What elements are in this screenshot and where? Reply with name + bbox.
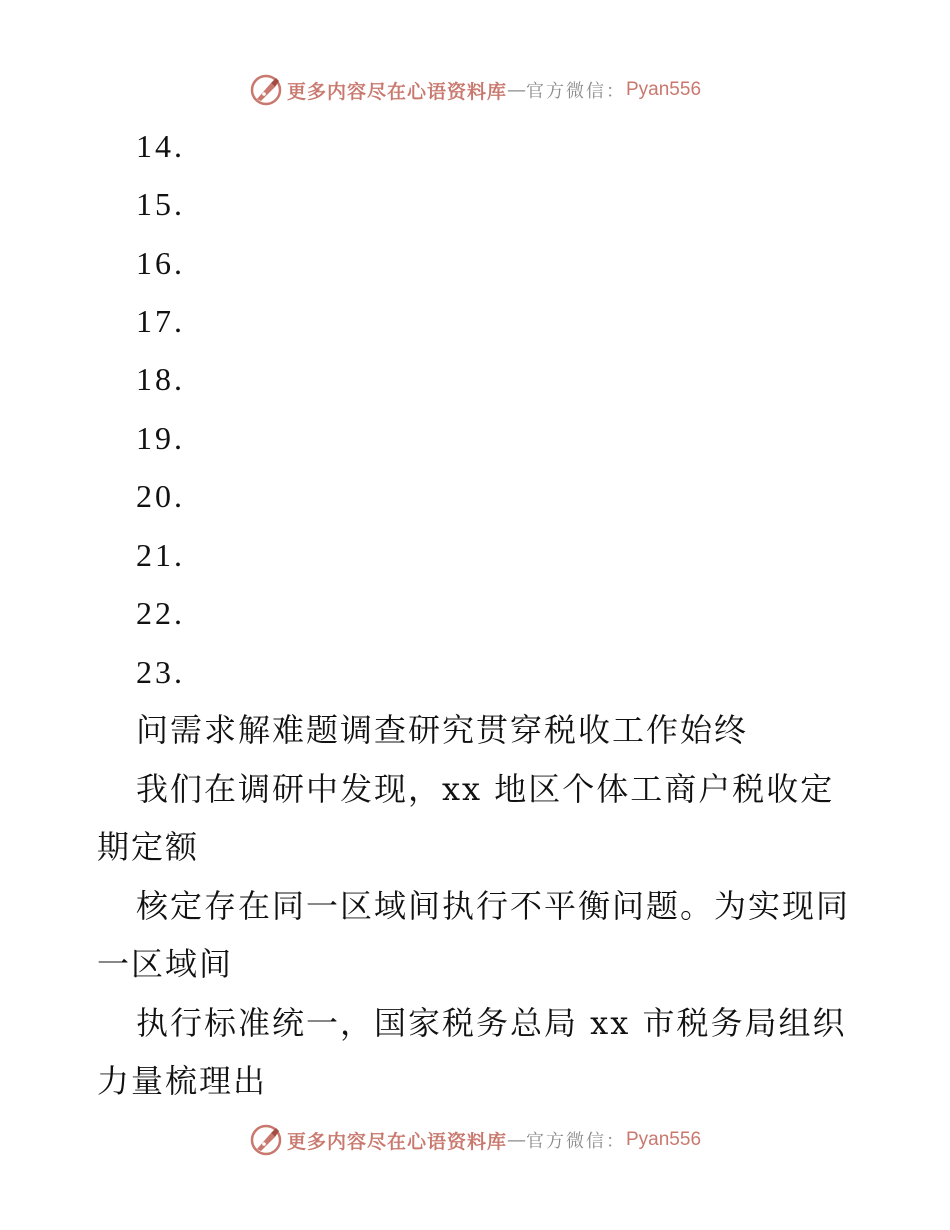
numbered-item: 16. <box>136 245 185 281</box>
banner-separator: — <box>507 79 526 101</box>
pen-logo-icon <box>249 73 283 107</box>
footer-banner <box>0 1120 950 1160</box>
numbered-item: 23. <box>136 654 185 690</box>
banner-separator: — <box>507 1129 526 1151</box>
numbered-item: 19. <box>136 420 185 456</box>
paragraph-line: 期定额 <box>97 828 200 866</box>
banner-wechat-id: Pyan556 <box>626 79 702 100</box>
numbered-item: 18. <box>136 361 185 397</box>
paragraph-line: 力量梳理出 <box>97 1062 268 1100</box>
numbered-item: 22. <box>136 595 185 631</box>
numbered-item: 17. <box>136 303 185 339</box>
paragraph-line: 一区域间 <box>97 945 234 983</box>
banner-official-label: 官方微信： <box>526 1131 626 1152</box>
paragraph-line: 核定存在同一区域间执行不平衡问题。为实现同 <box>136 887 851 925</box>
paragraph-line: 我们在调研中发现，xx 地区个体工商户税收定 <box>136 770 835 808</box>
banner-brand-text: 更多内容尽在心语资料库 <box>286 1130 507 1153</box>
banner-official-label: 官方微信： <box>526 81 626 102</box>
header-banner <box>0 70 950 110</box>
numbered-item: 20. <box>136 478 185 514</box>
banner-brand-text: 更多内容尽在心语资料库 <box>286 80 507 103</box>
pen-logo-icon <box>249 1123 283 1157</box>
banner-wechat-id: Pyan556 <box>626 1129 702 1150</box>
numbered-item: 14. <box>136 128 185 164</box>
paragraph-heading: 问需求解难题调查研究贯穿税收工作始终 <box>136 711 749 749</box>
numbered-item: 21. <box>136 537 185 573</box>
paragraph-line: 执行标准统一，国家税务总局 xx 市税务局组织 <box>136 1004 847 1042</box>
numbered-item: 15. <box>136 186 185 222</box>
